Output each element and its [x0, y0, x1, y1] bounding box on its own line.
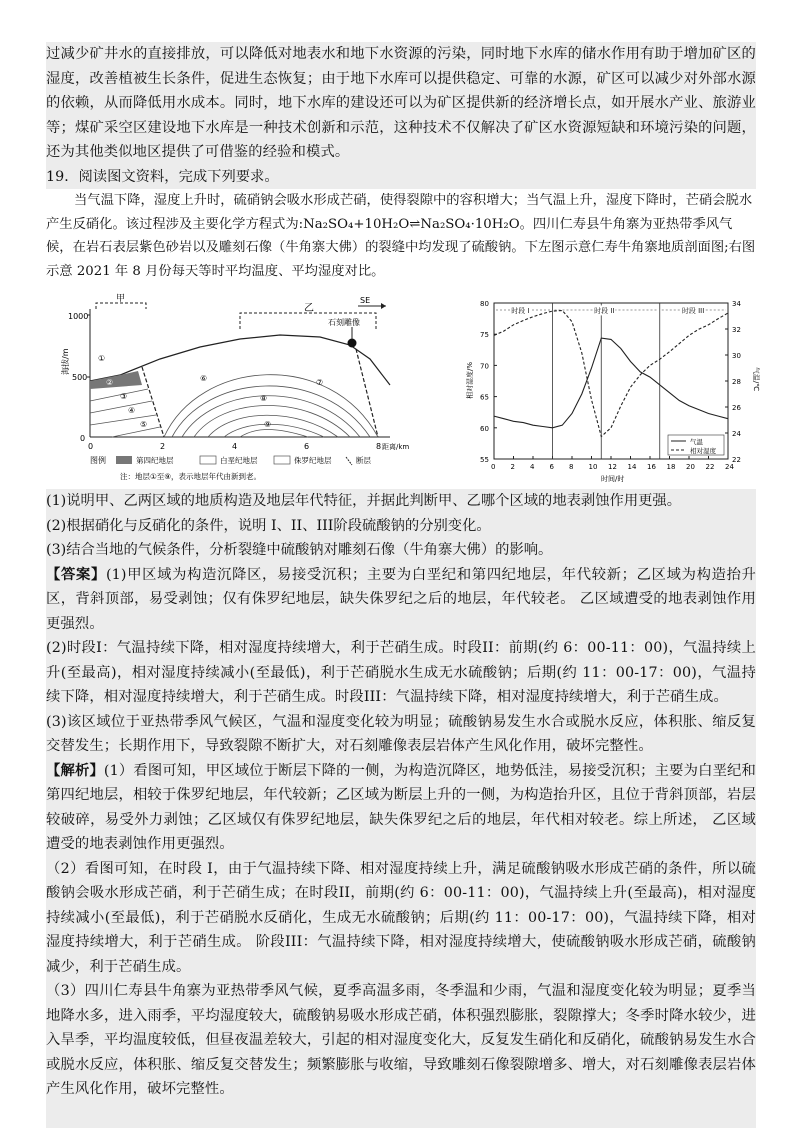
temperature-line	[494, 338, 728, 428]
layer-6: ⑥	[200, 374, 208, 383]
intro-paragraph: 过减少矿井水的直接排放，可以降低对地表水和地下水资源的污染，同时地下水库的储水作用有助于增加矿区的湿度，改善植被生长条件，促进生态恢复；由于地下水库可以提供稳定、可靠的水源，矿区可以减少对外部水源的依赖，从而降低用水成本。同时，地下水库的建设还可以为矿区提供新的经济增长点，如开展水产业、旅游业等；煤矿采空区建设地下水库是一种技术创新和示范，这种技术不仅解决了矿区水资源短缺和环境污染的问题，还为其他类似地区提供了可借鉴的经验和模式。	[46, 46, 756, 160]
x-tick-label: 12	[608, 463, 617, 471]
left-tick-label: 65	[480, 393, 489, 402]
legend-title: 图例	[90, 456, 106, 465]
left-tick-label: 80	[480, 300, 489, 308]
answer-tag: 【答案】	[46, 566, 106, 583]
y-axis-label: 海拔/m	[61, 348, 70, 375]
x-axis-label: 时间/时	[601, 475, 625, 483]
answer-2: (2)时段I：气温持续下降，相对湿度持续增大，利于芒硝生成。时段II：前期(约 6：00-11：00)，气温持续上升(至最高)，相对湿度持续减小(至最低)，利于芒硝脱水生成无水硫酸钠；后期(约 11：00-17：00)，气温持续下降，相对湿度持续增大，利于芒硝生成。时段III：气温持续下降，相对湿度持续增大，利于芒硝生成。	[46, 640, 756, 705]
section-note: 注：地层①至⑨，表示地层年代由新到老。	[120, 472, 261, 481]
y-tick-500: 500	[72, 373, 88, 382]
analysis-1	[46, 759, 756, 857]
period-label: 时段 II	[594, 307, 615, 315]
analysis-1-text: (1）看图可知，甲区域位于断层下降的一侧，为构造沉降区，地势低洼，易接受沉积；主要为白垩纪和第四纪地层，相较于侏罗纪地层，年代较新；乙区域为断层上升的一侧，为构造抬升区，且位于背斜顶部，岩层较破碎，易受外力剥蚀；乙区域仅有侏罗纪地层，缺失侏罗纪之后的地层，年代相对较老。综上所述， 乙区域遭受的地表剥蚀作用更强烈。	[46, 762, 756, 852]
statue-marker	[348, 339, 357, 348]
period-label: 时段 III	[681, 307, 705, 315]
layer-2: ②	[106, 378, 114, 387]
x-tick-label: 16	[647, 463, 656, 471]
x-tick-label: 6	[549, 463, 554, 471]
x-unit: 距离/km	[382, 443, 410, 451]
legend-quaternary: 第四纪地层	[136, 456, 174, 465]
left-axis-label: 相对湿度/%	[466, 361, 474, 399]
left-tick-label: 75	[480, 331, 489, 340]
legend-jurassic: 侏罗纪地层	[294, 456, 332, 465]
layer-8: ⑧	[260, 394, 268, 403]
x-tick-label: 10	[588, 463, 598, 471]
question-1: (1)说明甲、乙两区域的地质构造及地层年代特征，并据此判断甲、乙哪个区域的地表剥蚀作用更强。	[46, 493, 682, 509]
x-tick-8: 8	[376, 442, 382, 451]
answer-1	[46, 563, 756, 637]
answer-1-text: (1)甲区域为构造沉降区，易接受沉积；主要为白垩纪和第四纪地层，年代较新；乙区域为构造抬升区，背斜顶部，易受剥蚀；仅有侏罗纪地层，缺失侏罗纪之后的地层，年代较老。 乙区域遭受的地表剥蚀作用更强烈。	[46, 566, 757, 632]
right-tick-label: 34	[732, 300, 741, 308]
x-tick-label: 24	[725, 463, 734, 471]
legend-cretaceous: 白垩纪地层	[220, 456, 258, 465]
questions-and-answers	[46, 489, 756, 1128]
layer-9: ⑨	[264, 420, 272, 429]
left-tick-label: 70	[480, 362, 489, 371]
legend-temp: 气温	[690, 438, 703, 446]
geologic-section-figure	[60, 289, 412, 485]
x-tick-label: 14	[627, 463, 637, 471]
region-b-label: 乙	[304, 303, 314, 314]
analysis-3: （3）四川仁寿县牛角寨为亚热带季风气候，夏季高温多雨，冬季温和少雨，气温和湿度变化较为明显；夏季当地降水多，进入雨季，平均湿度较大，硫酸钠易吸水形成芒硝，体积强烈膨胀，裂隙撑大；冬季时降水较少，进入旱季，平均温度较低，但昼夜温差较大，引起的相对湿度变化大，反复发生硝化和反硝化，硫酸钠易发生水合或脱水反应，体积胀、缩反复交替发生；频繁膨胀与收缩，导致雕刻石像裂隙增多、增大，对石刻雕像表层岩体产生风化作用，破坏完整性。	[46, 983, 756, 1097]
right-tick-label: 26	[732, 404, 741, 412]
x-tick-label: 20	[686, 463, 695, 471]
right-tick-label: 22	[732, 456, 741, 464]
intro-block	[46, 42, 756, 189]
right-tick-label: 32	[732, 326, 741, 334]
x-tick-label: 2	[510, 463, 515, 471]
temp-humidity-chart	[458, 289, 764, 485]
humidity-line	[494, 311, 728, 437]
analysis-tag: 【解析】	[46, 762, 104, 779]
answer-3: (3)该区域位于亚热带季风气候区，气温和湿度变化较为明显；硫酸钠易发生水合或脱水反应，体积胀、缩反复交替发生；长期作用下，导致裂隙不断扩大，对石刻雕像表层岩体产生风化作用，破坏完整性。	[46, 713, 756, 754]
period-label: 时段 I	[511, 307, 530, 315]
left-tick-label: 55	[480, 456, 489, 464]
layer-4: ④	[128, 406, 136, 415]
analysis-2: （2）看图可知，在时段 I，由于气温持续下降、相对湿度持续上升，满足硫酸钠吸水形成芒硝的条件，所以硫酸钠会吸水形成芒硝，利于芒硝生成；在时段II，前期(约 6：00-11：00)，气温持续上升(至最高)，相对湿度持续减小(至最低)，利于芒硝脱水反硝化，生成无水硫酸钠；后期(约 11：00-17：00)，气温持续下降，相对湿度持续增大，利于芒硝生成。 阶段III：气温持续下降，相对湿度持续增大，使硫酸钠吸水形成芒硝，硫酸钠减少，利于芒硝生成。	[46, 860, 756, 975]
x-tick-6: 6	[304, 442, 310, 451]
quaternary-layer	[90, 371, 142, 389]
legend-fault: 断层	[356, 456, 371, 465]
y-tick-1000: 1000	[68, 312, 89, 321]
layer-3: ③	[120, 392, 128, 401]
layer-5: ⑤	[140, 420, 148, 429]
y-tick-0: 0	[80, 434, 86, 443]
layer-1: ①	[98, 354, 106, 363]
question-2: (2)根据硝化与反硝化的条件，说明 I、II、III阶段硫酸钠的分别变化。	[46, 517, 491, 534]
x-tick-4: 4	[232, 442, 238, 451]
legend-humidity: 相对湿度	[690, 447, 716, 455]
right-axis-label: 气温/℃	[752, 367, 760, 392]
figures-row	[46, 289, 760, 485]
x-tick-label: 8	[569, 463, 574, 471]
x-tick-2: 2	[160, 442, 166, 451]
statue-label: 石刻雕像	[328, 318, 360, 327]
material-text: 当气温下降，湿度上升时，硫硝钠会吸水形成芒硝，使得裂隙中的容积增大；当气温上升，湿度下降时，芒硝会脱水产生反硝化。该过程涉及主要化学方程式为:Na₂SO₄+10H₂O⇌Na₂SO₄·10H₂O。四川仁寿县牛角寨为亚热带季风气候，在岩石表层紫色砂岩以及雕刻石像（牛角寨大佛）的裂缝中均发现了硫酸钠。下左图示意仁寿牛角寨地质剖面图;右图示意 2021 年 8 月份每天等时平均温度、平均湿度对比。	[46, 193, 756, 279]
document-page	[46, 42, 760, 1128]
layer-7: ⑦	[316, 378, 324, 387]
question-number: 19．阅读图文资料，完成下列要求。	[46, 168, 279, 185]
right-tick-label: 28	[732, 378, 741, 386]
direction-label: SE	[360, 296, 371, 305]
x-tick-0: 0	[88, 442, 94, 451]
x-tick-label: 0	[491, 463, 496, 471]
x-tick-label: 4	[530, 463, 535, 471]
x-tick-label: 18	[666, 463, 676, 471]
region-a-label: 甲	[116, 294, 126, 304]
question-3: (3)结合当地的气候条件，分析裂缝中硫酸钠对雕刻石像（牛角寨大佛）的影响。	[46, 542, 553, 558]
right-tick-label: 30	[732, 352, 741, 360]
x-tick-label: 22	[705, 463, 715, 471]
left-tick-label: 60	[480, 424, 489, 433]
right-tick-label: 24	[732, 430, 741, 438]
